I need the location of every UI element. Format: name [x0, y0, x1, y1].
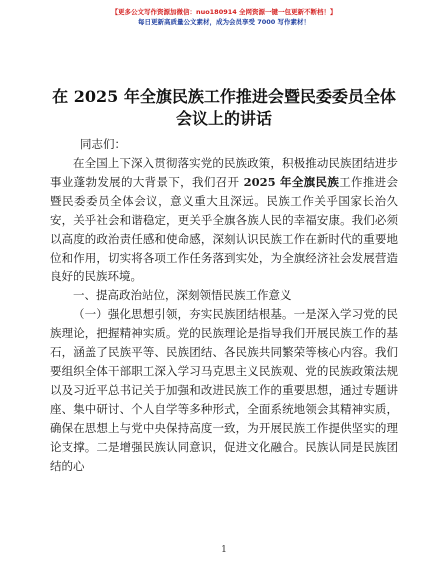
intro-emphasis: 2025 年全旗民族 — [239, 174, 340, 189]
salutation: 同志们： — [80, 137, 126, 151]
section-heading-1: 一、提高政治站位，深刻领悟民族工作意义 — [73, 288, 292, 303]
intro-text-before: 在全国上下深入贯彻落实党的民族政策，积极推动民族团结进步事业蓬勃发展的大背景下，我们召开 — [50, 156, 398, 189]
document-body — [50, 154, 398, 475]
promo-banner-line1: 【更多公文写作资源加微信：nuo180914 全网资源一键一包更新不断档！】 — [111, 8, 337, 16]
document-title: 在 2025 年全旗民族工作推进会暨民委委员全体会议上的讲话 — [52, 87, 396, 128]
intro-text-after: 工作推进会暨民委委员全体会议，意义重大且深远。民族工作关乎国家长治久安，关乎社会和谐稳定，更关乎全旗各族人民的幸福安康。我们必须以高度的政治责任感和使命感，深刻认识民族工作在新时代的重要地位和作用，切实将各项工作任务落到实处，为全旗经济社会发展营造良好的民族环境。 — [50, 174, 399, 284]
intro-paragraph — [50, 154, 398, 286]
section-1-paragraph-1: （一）强化思想引领，夯实民族团结根基。一是深入学习党的民族理论，把握精神实质。党的民族理论是指导我们开展民族工作的基石，涵盖了民族平等、民族团结、各民族共同繁荣等核心内容。我们要组织全体干部职工深入学习马克思主义民族观、党的民族政策法规以及习近平总书记关于加强和改进民族工作的重要思想，通过专题讲座、集中研讨、个人自学等多种形式，全面系统地领会其精神实质，确保在思想上与党中央保持高度一致，为开展民族工作提供坚实的理论支撑。二是增强民族认同意识，促进文化融合。民族认同是民族团结的心 — [50, 307, 398, 473]
promo-banner-line2: 每日更新高质量公文素材，成为会员享受 7000 写作素材！ — [137, 18, 311, 26]
promo-banner — [0, 8, 448, 27]
page-number: 1 — [221, 545, 227, 555]
